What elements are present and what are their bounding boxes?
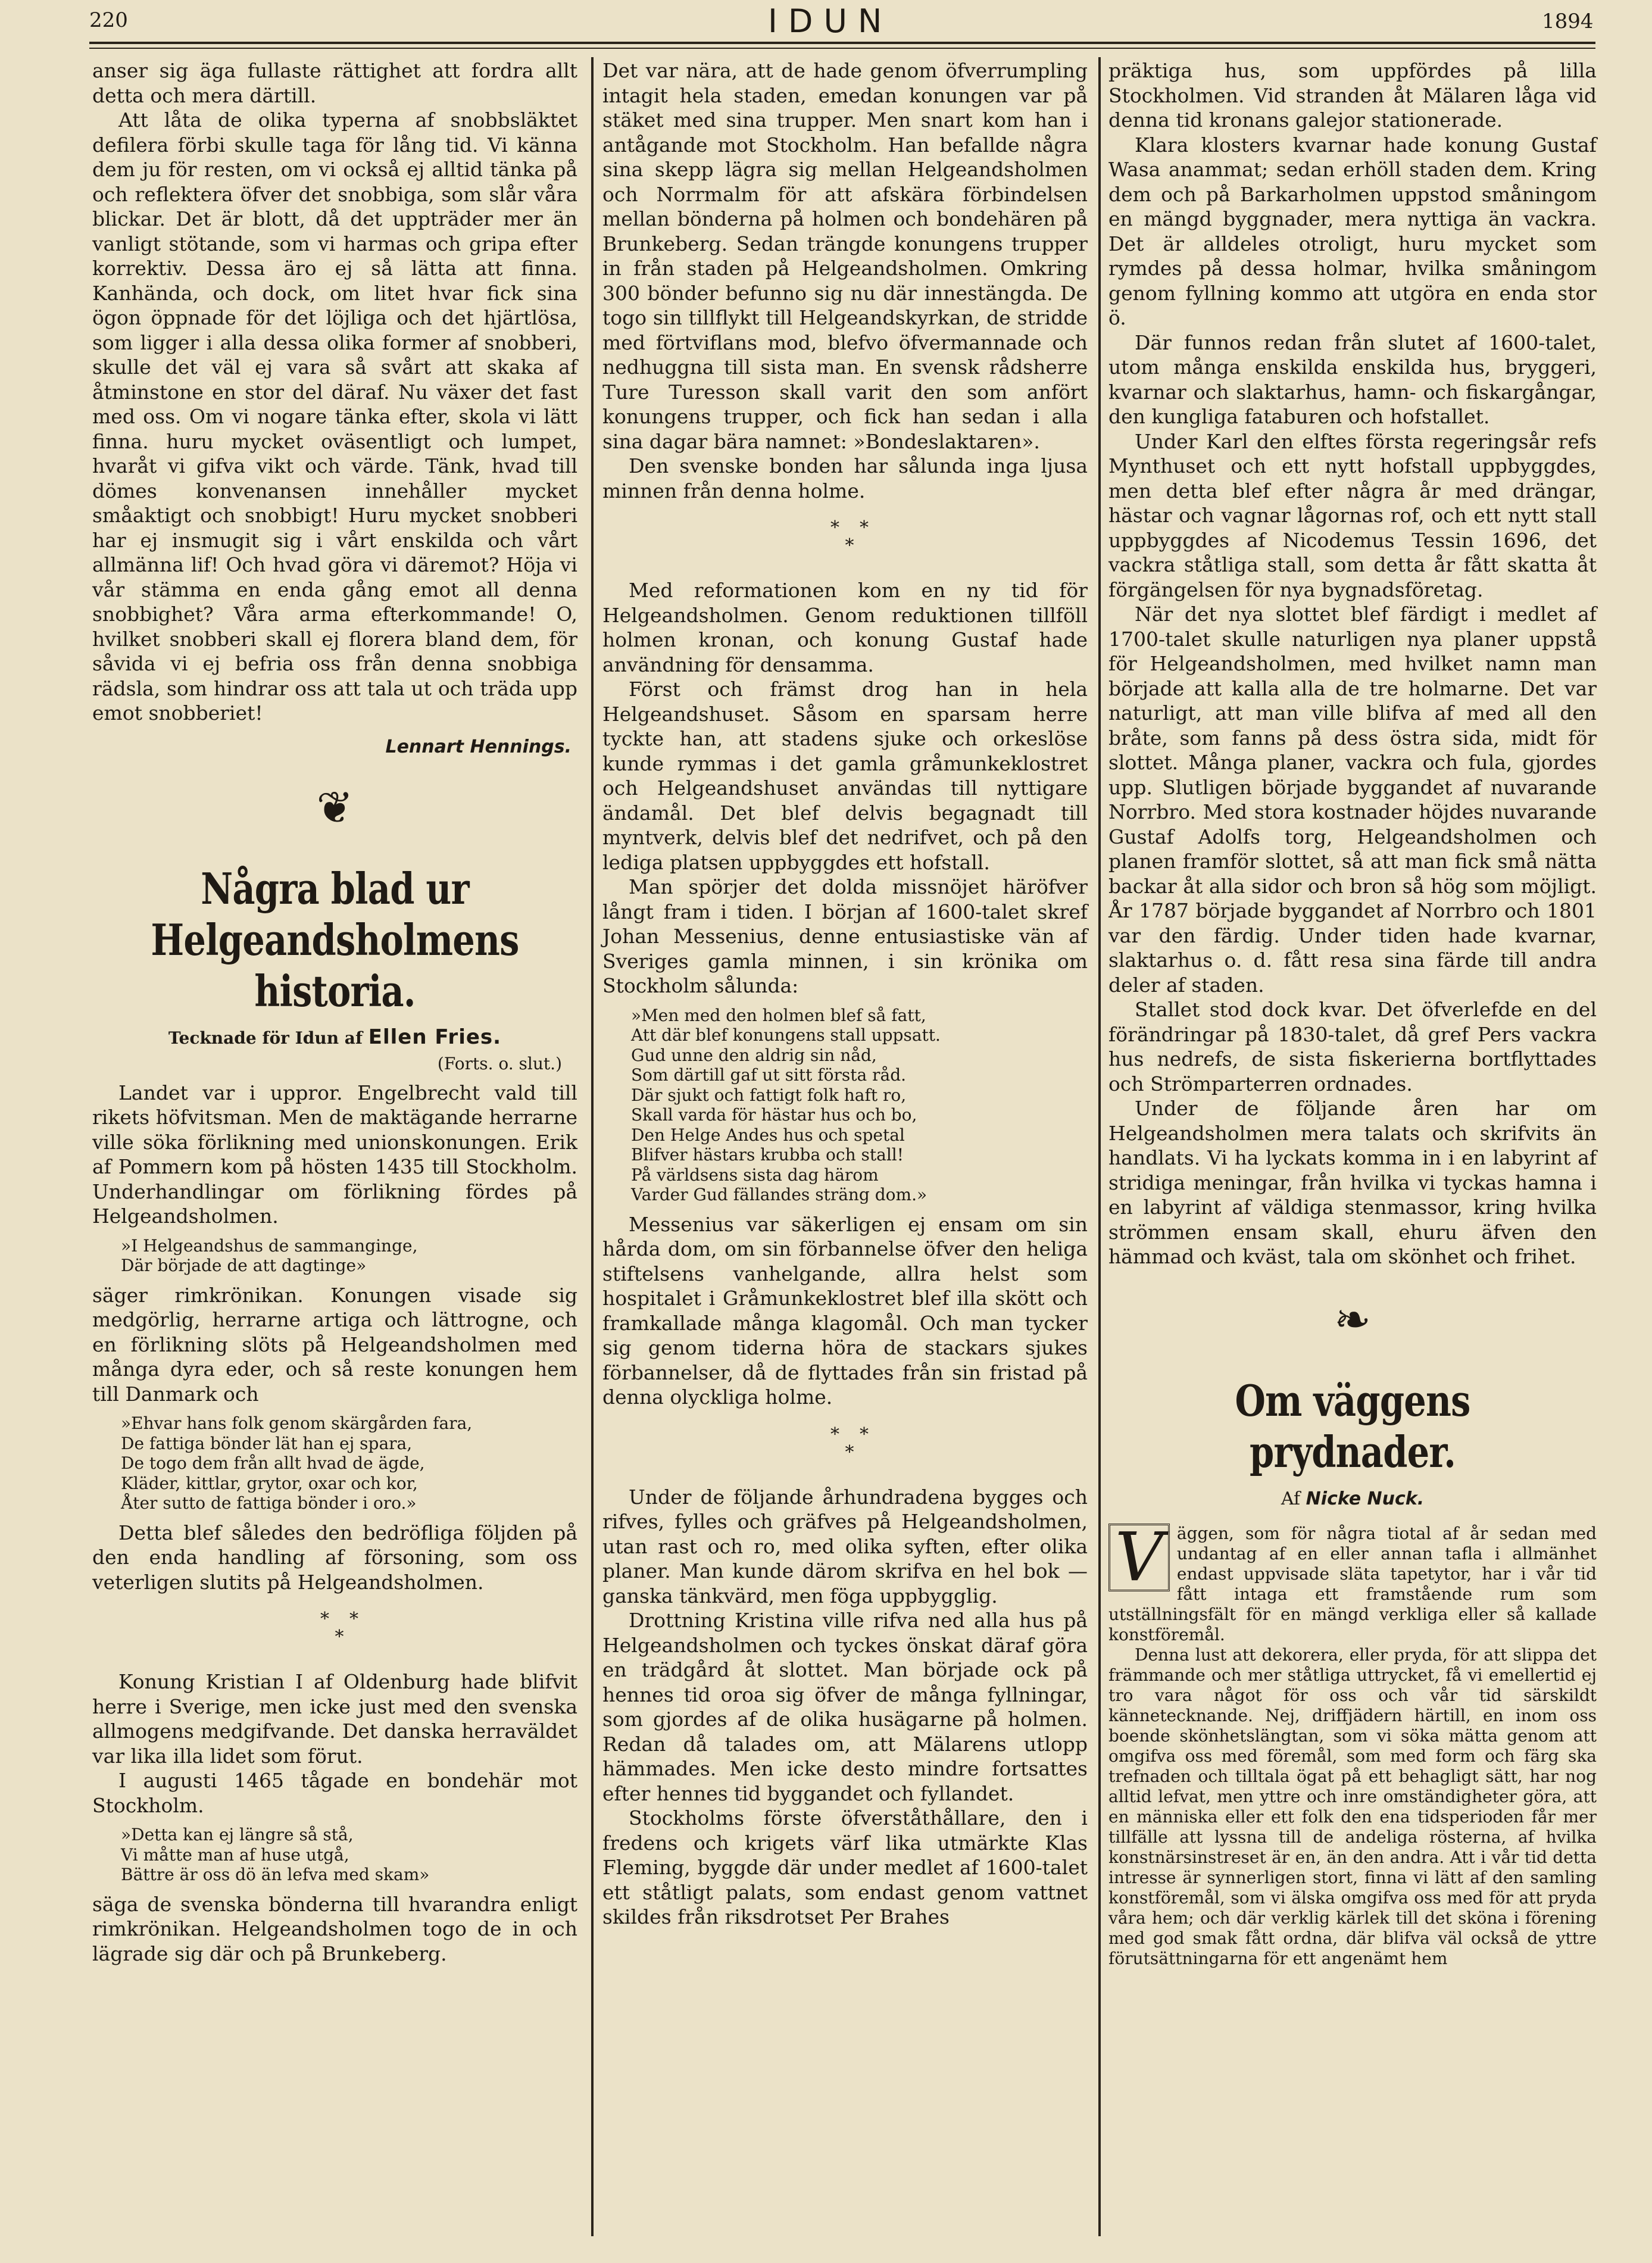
article-para: säger rimkrönikan. Konungen visade sig medgörlig, herrarne artiga och lättrogne, och en förlikning slöts på Helgeandsholmen med många dyra eder, och så reste konungen hem till Danmark och [92, 1283, 577, 1406]
verse-quote: »Detta kan ej längre så stå, Vi måtte man af huse utgå, Bättre är oss dö än lefva med skam» [121, 1825, 430, 1884]
article-para: Under de följande åren har om Helgeandsholmen mera talats och skrifvits än handlats. Vi ha lyckats komma in i en labyrint af stridiga meningar, från hvilka vi tyckas hamna i en labyrint af väldiga stenmassor, kring hvilka strömmen ensam skall, ehuru äfven den hämmad och kväst, tala om skönhet och frihet. [1108, 1097, 1597, 1268]
byline [92, 1025, 577, 1049]
article-para: Med reformationen kom en ny tid för Helgeandsholmen. Genom reduktionen tillföll holmen kronan, och konung Gustaf hade användning för densamma. [602, 579, 1088, 676]
byline-author: Ellen Fries. [368, 1025, 502, 1049]
article-para: Denna lust att dekorera, eller pryda, för att slippa det främmande och mer ståtliga uttrycket, få vi emellertid ej tro vara något för oss och vår tid särskildt kännetecknande. Nej, driffjädern härtill, en inom oss boende skönhetslängtan, som vi söka mätta genom att omgifva oss med föremål, som med form och färg ska trefnaden och tilltala ögat på ett behagligt sätt, har nog alltid lefvat, men yttre och inre omständigheter göra, att en människa eller ett folk den ena tidsperioden får mer tillfälle att lyssna till de andeliga rösterna, af hvilka konstnärsinstreset är en, än den andra. Att i vår tid detta intresse är synnerligen stort, finna vi lätt af den samling konstföremål, som vi älska omgifva oss med för att pryda våra hem; och där verklig kärlek till det sköna i förening med god smak fått ordna, där blifva väl också de yttre förutsättningarna för ett angenämt hem [1108, 1644, 1597, 1968]
article-para-lead [1108, 1518, 1597, 1645]
article-para: Konung Kristian I af Oldenburg hade blifvit herre i Sverige, men icke just med den svenska allmogens medgifvande. Det danska herraväldet var lika illa lidet som förut. [92, 1670, 577, 1768]
asterisk: * [830, 1424, 840, 1445]
masthead-title: IDUN [768, 2, 893, 40]
byline-author: Nicke Nuck. [1306, 1488, 1425, 1509]
continued-note: (Forts. o. slut.) [437, 1053, 562, 1073]
article-title-vaggens-prydnader: Om väggens prydnader. [1235, 1375, 1470, 1477]
article-para: Klara klosters kvarnar hade konung Gustaf Wasa anammat; sedan erhöll staden dem. Kring dem och på Barkarholmen uppstod småningom en mängd byggnader, mera nyttiga än vackra. Det är alldeles otroligt, huru mycket som rymdes på dessa holmar, hvilka småningom genom fyllning kommo att utgöra en enda stor ö. [1108, 133, 1597, 329]
article-para: Under de följande århundradena bygges och rifves, fylles och gräfves på Helgeandsholmen, utan rast och ro, med olika syften, efter olika planer. Man kunde därom skrifva en hel bok — ganska tänkvärd, men föga uppbygglig. [602, 1485, 1088, 1607]
article-para: Den svenske bonden har sålunda inga ljusa minnen från denna holme. [602, 454, 1088, 502]
article-para: Där funnos redan från slutet af 1600-talet, utom många enskilda enskilda hus, bryggeri, kvarnar och slaktarhus, hamn- och fiskargångar, den kungliga fataburen och hofstallet. [1108, 330, 1597, 428]
column-1 [92, 58, 577, 1966]
leaf-ornament-icon: ❧ [1334, 1294, 1371, 1346]
byline-prefix: Tecknade för Idun af [168, 1028, 363, 1048]
article-para: Det var nära, att de hade genom öfverrumpling intagit hela staden, emedan konungen var på stäket med sina trupper. Men snart kom han i antågande mot Stockholm. Han befallde några sina skepp lägra sig mellan Helgeandsholmen och Norrmalm för att afskära förbindelsen mellan bönderna på holmen och bondehären på Brunkeberg. Sedan trängde konungens trupper in från staden på Helgeandsholmen. Omkring 300 bönder befunno sig nu där innestängda. De togo sin tillflykt till Helgeandskyrkan, de stridde med förtviflans mod, blefvo öfvermannade och nedhuggna till sista man. En svensk rådsherre Ture Turesson skall varit den som anfört konungens trupper, och fick han sedan i alla sina dagar bära namnet: »Bondeslaktaren». [602, 59, 1088, 453]
page-header [0, 0, 1652, 54]
asterisk: * [845, 535, 854, 556]
article-para: I augusti 1465 tågade en bondehär mot Stockholm. [92, 1769, 577, 1817]
article-para: Landet var i uppror. Engelbrecht vald till rikets höfvitsman. Men de maktägande herrarne ville söka förlikning med unionskonungen. Erik af Pommern kom på hösten 1435 till Stockholm. Underhandlingar om förlikning fördes på Helgeandsholmen. [92, 1081, 577, 1228]
article-title-helgeandsholmen: Några blad ur Helgeandsholmens historia. [151, 863, 519, 1016]
section-break-asterism [602, 514, 1088, 567]
asterisk: * [335, 1627, 344, 1647]
asterisk: * [859, 517, 869, 538]
page-number: 220 [89, 8, 128, 32]
article-para: säga de svenska bönderna till hvarandra enligt rimkrönikan. Helgeandsholmen togo de in och lägrade sig där och på Brunkeberg. [92, 1892, 577, 1965]
snobbery-para-1: anser sig äga fullaste rättighet att fordra allt detta och mera därtill. [92, 59, 577, 107]
asterisk: * [320, 1609, 330, 1630]
asterisk: * [845, 1441, 854, 1463]
verse-quote: »I Helgeandshus de sammanginge, Där började de att dagtinge» [121, 1235, 418, 1275]
drop-cap: V [1108, 1524, 1170, 1591]
verse-quote: »Men med den holmen blef så fatt, Att där blef konungens stall uppsatt. Gud unne den aldrig sin nåd, Som därtill gaf ut sitt första råd. Där sjukt och fattigt folk haft ro, Skall varda för hästar hus och bo, Den Helge Andes hus och spetal Blifver hästars krubba och stall! På världsens sista dag härom Varder Gud fällandes sträng dom.» [631, 1005, 941, 1204]
header-rule [89, 42, 1595, 44]
header-rule-thin [89, 48, 1595, 49]
article-para: Under Karl den elftes första regeringsår refs Mynthuset och ett nytt hofstall uppbyggdes, men detta blef efter några år med drängar, hästar och vagnar lågornas rof, och ett nytt stall uppbyggdes af Nicodemus Tessin 1696, det vackra ståtliga stall, som detta år fått skatta åt förgängelsen för nya bygnadsföretag. [1108, 429, 1597, 601]
article-para: Först och främst drog han in hela Helgeandshuset. Såsom en sparsam herre tyckte han, att stadens sjuke och orkeslöse kunde rymmas i det gamla gråmunkeklostret och Helgeandshuset användas till nyttigare ändamål. Det blef delvis begagnadt till myntverk, delvis blef det nedrifvet, och på den lediga platsen uppbyggdes ett hofstall. [602, 678, 1088, 874]
snobbery-para-2: Att låta de olika typerna af snobbsläktet defilera förbi skulle taga för lång tid. Vi känna dem ju för resten, om vi också ej alltid tänka på och reflektera öfver det snobbiga, som slår våra blickar. Det är blott, då det uppträder mer än vanligt stötande, som vi harmas och gripa efter korrektiv. Dessa äro ej så lätta att finna. Kanhända, och dock, om litet hvar fick sina ögon öppnade för det löjliga och det hjärtlösa, som ligger i alla dessa olika former af snobberi, skulle det väl ej vara så svårt att skaka af åtminstone en stor del däraf. Nu växer det fast med oss. Om vi nogare tänka efter, skola vi lätt finna. huru mycket oväsentligt och lumpet, hvaråt vi gifva vikt och värde. Tänk, hvad till dömes konvenansen innehåller mycket småaktigt och snobbigt! Huru mycket snobberi har ej insmugit sig i vårt enskilda och vårt allmänna lif! Och hvad göra vi däremot? Höja vi vår stämma en enda gång emot all denna snobbighet? Våra arma efterkommande! O, hvilket snobberi skall ej florera bland dem, för såvida vi ej befria oss från denna snobbiga rädsla, som hindrar oss att tala ut och träda upp emot snobberiet! [92, 108, 577, 725]
flower-ornament-icon: ❦ [316, 782, 354, 834]
lead-text: äggen, som för några tiotal af år sedan med undantag af en eller annan tafla i allmänhet endast uppvisade släta tapetytor, har i vår tid fått intaga ett framstående rum som utställningsfält för en mängd verkliga eller så kallade konstföremål. [1108, 1523, 1597, 1644]
article-para: Detta blef således den bedröfliga följden på den enda handling af försoning, som oss veterligen slutits på Helgeandsholmen. [92, 1521, 577, 1594]
article-para: Man spörjer det dolda missnöjet häröfver långt fram i tiden. I början af 1600-talet skref Johan Messenius, denne entusiastiske vän af Sveriges gamla minnen, i sin krönika om Stockholm sålunda: [602, 875, 1088, 997]
asterisk: * [859, 1424, 869, 1445]
asterisk: * [349, 1609, 358, 1630]
column-divider-1 [591, 57, 594, 2236]
column-3 [1108, 58, 1597, 1969]
article-para: Stockholms förste öfverståthållare, den i fredens och krigets värf lika utmärkte Klas Fleming, byggde där under medlet af 1600-talet ett ståtligt palats, som endast genom vattnet skildes från riksdrotset Per Brahes [602, 1806, 1088, 1928]
verse-quote: »Ehvar hans folk genom skärgården fara, De fattiga bönder lät han ej spara, De togo dem från allt hvad de ägde, Kläder, kittlar, grytor, oxar och kor, Åter sutto de fattiga bönder i oro.» [121, 1413, 473, 1513]
section-break-asterism [92, 1605, 577, 1659]
signature-hennings: Lennart Hennings. [385, 736, 572, 757]
section-break-asterism [602, 1421, 1088, 1474]
article-para: Messenius var säkerligen ej ensam om sin hårda dom, om sin förbannelse öfver den heliga stiftelsens vanhelgande, allra helst som hospitalet i Gråmunkeklostret blef illa skött och framkallade många klagomål. Och man tycker sig genom tiderna höra de stackars sjukes förbannelser, då de flyttades från sin fristad på denna olyckliga holme. [602, 1212, 1088, 1409]
column-2 [602, 58, 1088, 1930]
byline-prefix: Af [1281, 1488, 1301, 1509]
byline [1108, 1488, 1597, 1509]
article-para: När det nya slottet blef färdigt i medlet af 1700-talet skulle naturligen nya planer uppstå för Helgeandsholmen, med hvilket namn man började att kalla alla de tre holmarne. Det var naturligt, att man ville blifva af med all den bråte, som fanns på dess östra sida, midt för slottet. Många planer, vackra och fula, gjordes upp. Slutligen började byggandet af nuvarande Norrbro. Med stora kostnader höjdes nuvarande Gustaf Adolfs torg, Helgeandsholmen och planen framför slottet, så att man fick små nätta backar åt alla sidor och bron så hög som möjligt. År 1787 började byggandet af Norrbro och 1801 var den färdig. Under tiden hade kvarnar, slaktarhus o. d. fått resa sina färde till andra deler af staden. [1108, 603, 1597, 997]
article-para: Drottning Kristina ville rifva ned alla hus på Helgeandsholmen och tyckes önskat däraf göra en trädgård åt slottet. Man började ock på hennes tid oroa sig öfver de många fyllningar, som gjordes af de olika husägarne på holmen. Redan då talades om, att Mälarens utlopp hämmades. Men icke desto mindre fortsattes efter hennes tid byggandet och fyllandet. [602, 1609, 1088, 1805]
asterisk: * [830, 517, 840, 538]
article-para: Stallet stod dock kvar. Det öfverlefde en del förändringar på 1830-talet, då gref Pers vackra hus nedrefs, de sista fiskerierna bortflyttades och Strömparterren ordnades. [1108, 998, 1597, 1095]
column-divider-2 [1098, 57, 1101, 2236]
issue-year: 1894 [1542, 10, 1594, 33]
article-para: präktiga hus, som uppfördes på lilla Stockholmen. Vid stranden åt Mälaren låga vid denna tid kronans galejor stationerade. [1108, 59, 1597, 132]
